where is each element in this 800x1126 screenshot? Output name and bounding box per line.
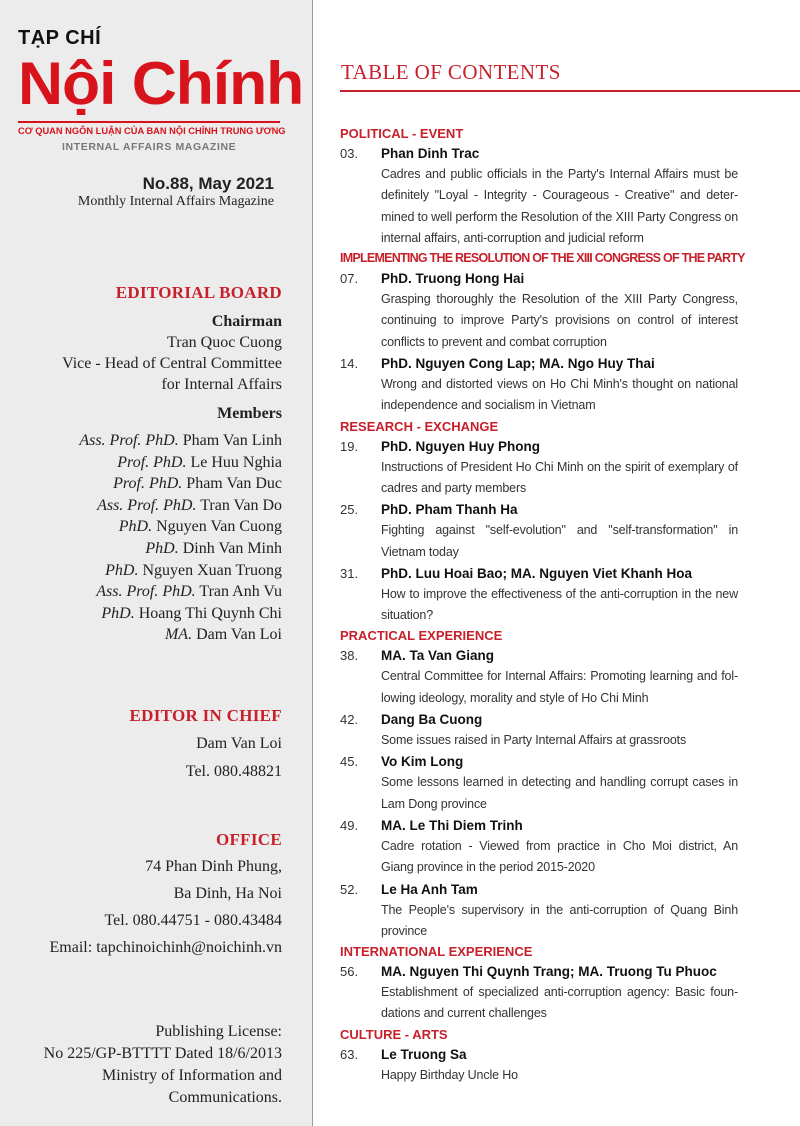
member-title: PhD. [118, 518, 153, 536]
toc-page-number: 56. [340, 964, 359, 980]
member-row [79, 624, 282, 646]
toc-author: PhD. Truong Hong Hai [381, 271, 525, 287]
chairman-role: for Internal Affairs [161, 376, 282, 393]
member-row [79, 581, 282, 603]
office-email: Email: tapchinoichinh@noichinh.vn [49, 939, 282, 956]
member-name: Nguyen Van Cuong [156, 518, 282, 536]
members-list [79, 430, 282, 646]
members-label: Members [217, 405, 282, 422]
toc-page-number: 25. [340, 502, 359, 518]
member-row [79, 516, 282, 538]
masthead-prefix: TẠP CHÍ [18, 27, 102, 49]
toc-article-title: How to improve the effectiveness of the anti-corruption in the new situation? [381, 586, 738, 623]
masthead-english-name: INTERNAL AFFAIRS MAGAZINE [62, 141, 237, 153]
toc-author: Phan Dinh Trac [381, 146, 480, 161]
toc-title: TABLE OF CONTENTS [341, 60, 561, 84]
toc-article-title: Wrong and distorted views on Ho Chi Minh's thought on national independence and socialism in Vietnam [381, 377, 738, 413]
toc-author: PhD. Luu Hoai Bao; MA. Nguyen Viet Khanh Hoa [381, 565, 693, 581]
editor-in-chief-name: Dam Van Loi [196, 735, 282, 752]
member-row [79, 495, 282, 517]
toc-author: Le Ha Anh Tam [381, 881, 478, 897]
toc-section-heading: PRACTICAL EXPERIENCE [340, 628, 503, 644]
member-name: Pham Van Duc [186, 475, 282, 493]
license-line: Ministry of Information and [102, 1067, 282, 1084]
toc-page-number: 03. [340, 146, 359, 161]
toc-title-underline [340, 90, 800, 92]
member-row [79, 603, 282, 625]
toc-author: MA. Ta Van Giang [381, 648, 495, 664]
toc-section-heading: INTERNATIONAL EXPERIENCE [340, 944, 533, 960]
office-tel: Tel. 080.44751 - 080.43484 [104, 912, 282, 929]
toc-author: Vo Kim Long [381, 754, 464, 770]
member-name: Dinh Van Minh [182, 539, 282, 557]
member-name: Dam Van Loi [196, 626, 282, 644]
member-row [79, 538, 282, 560]
issue-number: No.88, May 2021 [142, 174, 274, 193]
toc-article-title: Fighting against "self-evolution" and "self-transformation" in Vietnam today [381, 523, 738, 559]
member-title: Prof. PhD. [117, 453, 187, 471]
toc-page-number: 31. [340, 565, 359, 581]
masthead-logo: Nội Chính [18, 50, 304, 117]
toc-list [340, 124, 745, 1086]
license-line: Publishing License: [155, 1023, 282, 1040]
toc-article-title: Central Committee for Internal Affairs: Promoting learning and fol-lowing ideology, morality and style of Ho Chi Minh [381, 669, 738, 705]
toc-entry[interactable] [340, 879, 738, 943]
toc-entry[interactable] [340, 143, 738, 249]
member-row [79, 452, 282, 474]
toc-entry[interactable] [340, 563, 738, 627]
toc-entry[interactable] [340, 961, 738, 1025]
toc-page-number: 07. [340, 271, 359, 287]
toc-page-number: 19. [340, 438, 359, 454]
masthead-slogan: CƠ QUAN NGÔN LUẬN CỦA BAN NỘI CHÍNH TRUNG ƯƠNG [18, 126, 286, 136]
member-name: Pham Van Linh [182, 432, 282, 449]
toc-page-number: 45. [340, 754, 359, 770]
member-title: PhD. [101, 604, 135, 622]
toc-entry[interactable] [340, 709, 738, 751]
toc-page-number: 63. [340, 1046, 359, 1062]
office-address: Ba Dinh, Ha Noi [173, 885, 282, 902]
toc-section-heading: IMPLEMENTING THE RESOLUTION OF THE XIII CONGRESS OF THE PARTY [340, 251, 745, 266]
toc-article-title: Establishment of specialized anti-corruption agency: Basic foun-dations and current challenges [381, 985, 738, 1021]
toc-article-title: Grasping thoroughly the Resolution of the XIII Party Congress, continuing to improve Party's provisions on control of interest conflicts to prevent and combat corruption [381, 292, 738, 349]
issue-subtitle: Monthly Internal Affairs Magazine [77, 194, 274, 209]
member-title: Ass. Prof. PhD. [96, 583, 196, 601]
member-name: Tran Van Do [200, 496, 282, 514]
toc-author: PhD. Pham Thanh Ha [381, 502, 518, 518]
sidebar [0, 0, 312, 1126]
toc-entry[interactable] [340, 268, 738, 353]
toc-author: Dang Ba Cuong [381, 712, 483, 728]
member-title: Ass. Prof. PhD. [97, 496, 197, 514]
member-name: Hoang Thi Quynh Chi [138, 604, 282, 622]
toc-page-number: 52. [340, 881, 359, 897]
toc-article-title: Cadres and public officials in the Party's Internal Affairs must be definitely "Loyal - Integrity - Courageous - Creative" and deter-mined to well perform the Resolution of the XIII Party Congress on internal affairs, anti-corruption and judicial reform [381, 167, 738, 245]
toc-entry[interactable] [340, 751, 738, 815]
editor-in-chief-tel: Tel. 080.48821 [185, 763, 282, 780]
toc-entry[interactable] [340, 645, 738, 709]
member-title: PhD. [105, 561, 139, 579]
toc-entry[interactable] [340, 436, 738, 500]
toc-page-number: 38. [340, 648, 359, 664]
toc-author: PhD. Nguyen Cong Lap; MA. Ngo Huy Thai [381, 356, 655, 372]
toc-article-title: The People's supervisory in the anti-corruption of Quang Binh province [381, 902, 738, 938]
toc-section-heading: CULTURE - ARTS [340, 1026, 448, 1042]
member-title: Ass. Prof. PhD. [79, 432, 179, 449]
member-name: Nguyen Xuan Truong [142, 561, 282, 579]
column-divider [312, 0, 313, 1126]
license-line: No 225/GP-BTTTT Dated 18/6/2013 [43, 1045, 282, 1062]
member-name: Tran Anh Vu [199, 583, 282, 601]
member-title: PhD. [145, 539, 179, 557]
member-row [79, 560, 282, 582]
editorial-board-heading: EDITORIAL BOARD [115, 283, 282, 302]
toc-article-title: Some issues raised in Party Internal Affairs at grassroots [381, 733, 687, 748]
member-title: Prof. PhD. [113, 475, 183, 493]
toc-page-number: 49. [340, 817, 359, 833]
toc-entry[interactable] [340, 1044, 738, 1086]
toc-article-title: Instructions of President Ho Chi Minh on the spirit of exemplary of cadres and party members [381, 459, 738, 495]
editor-in-chief-heading: EDITOR IN CHIEF [129, 706, 282, 725]
toc-author: PhD. Nguyen Huy Phong [381, 438, 541, 454]
toc-author: MA. Le Thi Diem Trinh [381, 817, 523, 833]
license-line: Communications. [168, 1089, 282, 1106]
office-heading: OFFICE [215, 830, 282, 849]
toc-section-heading: POLITICAL - EVENT [340, 126, 464, 141]
member-row [79, 430, 282, 452]
chairman-label: Chairman [211, 313, 282, 330]
toc-article-title: Cadre rotation - Viewed from practice in Cho Moi district, An Giang province in the period 2015-2020 [381, 838, 738, 875]
member-title: MA. [164, 626, 193, 644]
toc-article-title: Some lessons learned in detecting and handling corrupt cases in Lam Dong province [381, 775, 738, 811]
masthead-divider [18, 121, 280, 123]
toc-page-number: 42. [340, 712, 359, 728]
toc-entry[interactable] [340, 353, 738, 417]
toc-article-title: Happy Birthday Uncle Ho [381, 1067, 518, 1082]
chairman-name: Tran Quoc Cuong [167, 334, 282, 351]
toc-section-heading: RESEARCH - EXCHANGE [340, 418, 499, 434]
toc-entry[interactable] [340, 815, 738, 879]
toc-entry[interactable] [340, 499, 738, 563]
member-name: Le Huu Nghia [190, 453, 282, 471]
toc-author: Le Truong Sa [381, 1046, 467, 1062]
member-row [79, 473, 282, 495]
toc-author: MA. Nguyen Thi Quynh Trang; MA. Truong Tu Phuoc [381, 964, 717, 980]
office-address: 74 Phan Dinh Phung, [145, 858, 282, 875]
chairman-role: Vice - Head of Central Committee [62, 355, 282, 372]
toc-page-number: 14. [340, 356, 359, 372]
